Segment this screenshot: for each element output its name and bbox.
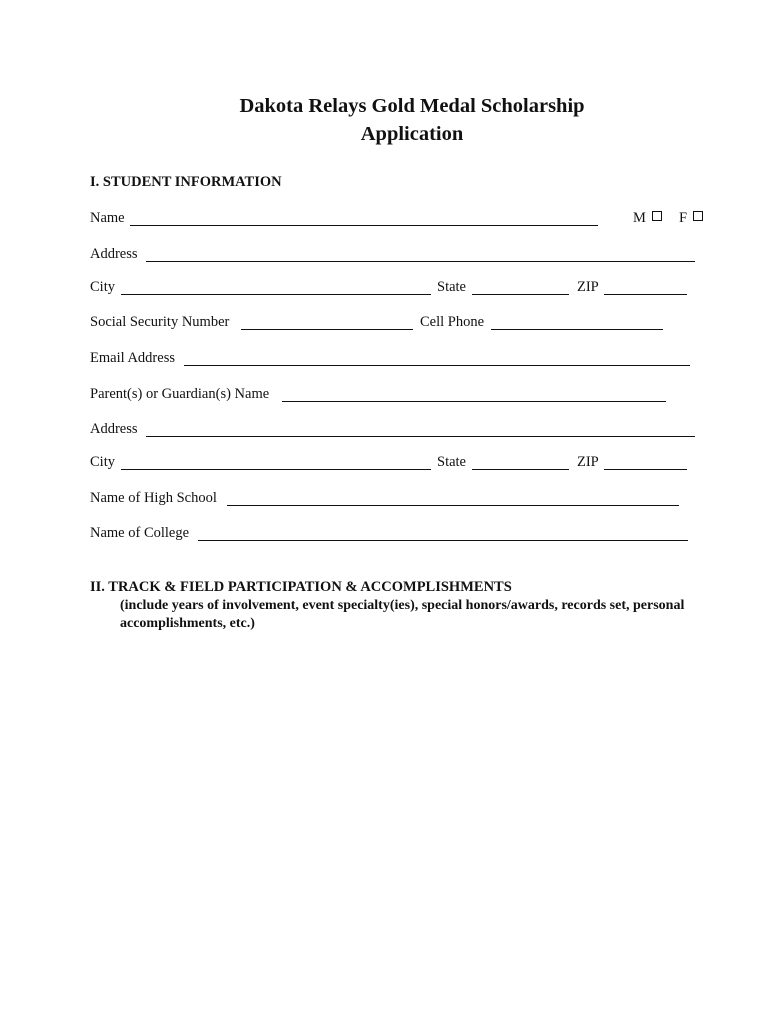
guardian-state-label: State — [437, 454, 466, 470]
form-title-line-1: Dakota Relays Gold Medal Scholarship — [239, 95, 585, 117]
state-field[interactable] — [472, 294, 569, 295]
guardian-city-label: City — [90, 454, 115, 470]
guardian-name-label: Parent(s) or Guardian(s) Name — [90, 386, 270, 402]
ssn-field[interactable] — [241, 329, 413, 330]
gender-m-label: M — [633, 210, 646, 226]
college-label: Name of College — [90, 525, 190, 541]
guardian-state-field[interactable] — [472, 469, 569, 470]
high-school-label: Name of High School — [90, 490, 217, 506]
guardian-name-field[interactable] — [282, 401, 666, 402]
address-label: Address — [90, 246, 138, 262]
zip-field[interactable] — [604, 294, 687, 295]
section-track-field-heading: II. TRACK & FIELD PARTICIPATION & ACCOMPLISHMENTS — [90, 579, 512, 595]
guardian-city-field[interactable] — [121, 469, 431, 470]
high-school-field[interactable] — [227, 505, 679, 506]
address-field[interactable] — [146, 261, 695, 262]
guardian-address-label: Address — [90, 421, 138, 437]
gender-f-label: F — [679, 210, 688, 226]
accomplishments-answer-area[interactable] — [90, 645, 730, 985]
section-track-field-note-line-1: (include years of involvement, event specialty(ies), special honors/awards, records set, personal — [120, 598, 685, 613]
guardian-zip-label: ZIP — [577, 454, 599, 470]
cell-phone-field[interactable] — [491, 329, 663, 330]
state-label: State — [437, 279, 466, 295]
gender-f-checkbox[interactable] — [693, 211, 703, 221]
zip-label: ZIP — [577, 279, 599, 295]
guardian-address-field[interactable] — [146, 436, 695, 437]
section-track-field-note-line-2: accomplishments, etc.) — [120, 616, 255, 631]
name-label: Name — [90, 210, 125, 226]
guardian-zip-field[interactable] — [604, 469, 687, 470]
form-title-line-2: Application — [360, 123, 464, 145]
ssn-label: Social Security Number — [90, 314, 230, 330]
city-label: City — [90, 279, 115, 295]
section-student-information-heading: I. STUDENT INFORMATION — [90, 174, 282, 190]
name-field[interactable] — [130, 225, 598, 226]
cell-phone-label: Cell Phone — [420, 314, 485, 330]
gender-m-checkbox[interactable] — [652, 211, 662, 221]
email-field[interactable] — [184, 365, 690, 366]
city-field[interactable] — [121, 294, 431, 295]
email-label: Email Address — [90, 350, 175, 366]
college-field[interactable] — [198, 540, 688, 541]
